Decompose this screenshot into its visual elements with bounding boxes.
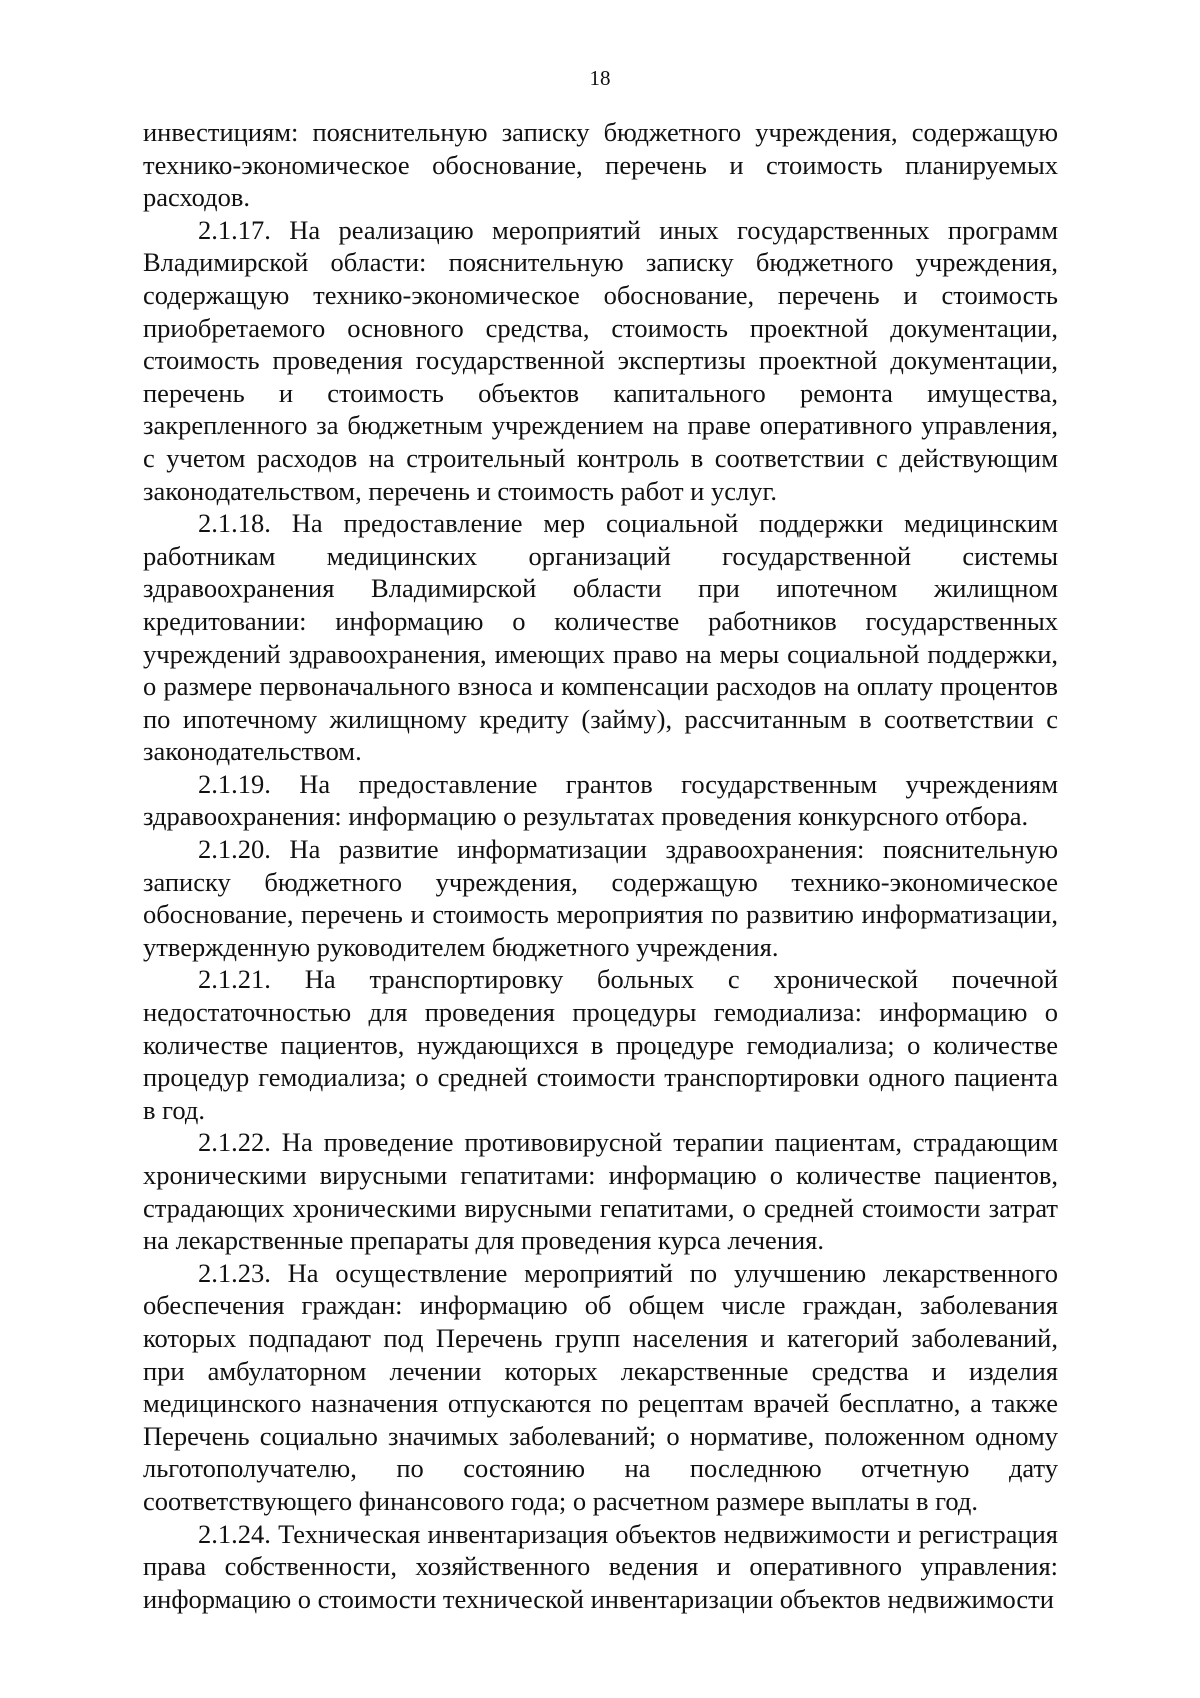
paragraph-2-1-24: 2.1.24. Техническая инвентаризация объектов недвижимости и регистрация права собственности, хозяйственного ведения и оперативного управления: информацию о стоимости технической инвентаризации объектов недвижимости [143,1518,1058,1614]
paragraph-2-1-21: 2.1.21. На транспортировку больных с хронической почечной недостаточностью для проведения процедуры гемодиализа: информацию о количестве пациентов, нуждающихся в процедуре гемодиализа; о количестве процедур гемодиализа; о средней стоимости транспортировки одного пациента в год. [143,964,1058,1125]
page-number: 18 [589,66,611,90]
paragraph-2-1-20: 2.1.20. На развитие информатизации здравоохранения: пояснительную записку бюджетного учреждения, содержащую технико-экономическое обоснование, перечень и стоимость мероприятия по развитию информатизации, утвержденную руководителем бюджетного учреждения. [143,834,1058,962]
paragraph-2-1-18: 2.1.18. На предоставление мер социальной поддержки медицинским работникам медицинских организаций государственной системы здравоохранения Владимирской области при ипотечном жилищном кредитовании: информацию о количестве работников государственных учреждений здравоохранения, имеющих право на меры социальной поддержки, о размере первоначального взноса и компенсации расходов на оплату процентов по ипотечному жилищному кредиту (займу), рассчитанным в соответствии с законодательством. [143,508,1058,767]
paragraph-2-1-17: 2.1.17. На реализацию мероприятий иных государственных программ Владимирской области: пояснительную записку бюджетного учреждения, содержащую технико-экономическое обоснование, перечень и стоимость приобретаемого основного средства, стоимость проектной документации, стоимость проведения государственной экспертизы проектной документации, перечень и стоимость объектов капитального ремонта имущества, закрепленного за бюджетным учреждением на праве оперативного управления, с учетом расходов на строительный контроль в соответствии с действующим законодательством, перечень и стоимость работ и услуг. [143,214,1058,506]
document-body [143,116,1058,1615]
paragraph-2-1-22: 2.1.22. На проведение противовирусной терапии пациентам, страдающим хроническими вирусными гепатитами: информацию о количестве пациентов, страдающих хроническими вирусными гепатитами, о средней стоимости затрат на лекарственные препараты для проведения курса лечения. [143,1127,1058,1256]
paragraph-continuation: инвестициям: пояснительную записку бюджетного учреждения, содержащую технико-экономическое обоснование, перечень и стоимость планируемых расходов. [143,117,1058,213]
paragraph-2-1-23: 2.1.23. На осуществление мероприятий по улучшению лекарственного обеспечения граждан: информацию об общем числе граждан, заболевания которых подпадают под Перечень групп населения и категорий заболеваний, при амбулаторном лечении которых лекарственные средства и изделия медицинского назначения отпускаются по рецептам врачей бесплатно, а также Перечень социально значимых заболеваний; о нормативе, положенном одному льготополучателю, по состоянию на последнюю отчетную дату соответствующего финансового года; о расчетном размере выплаты в год. [143,1257,1058,1516]
paragraph-2-1-19: 2.1.19. На предоставление грантов государственным учреждениям здравоохранения: информацию о результатах проведения конкурсного отбора. [143,768,1058,832]
